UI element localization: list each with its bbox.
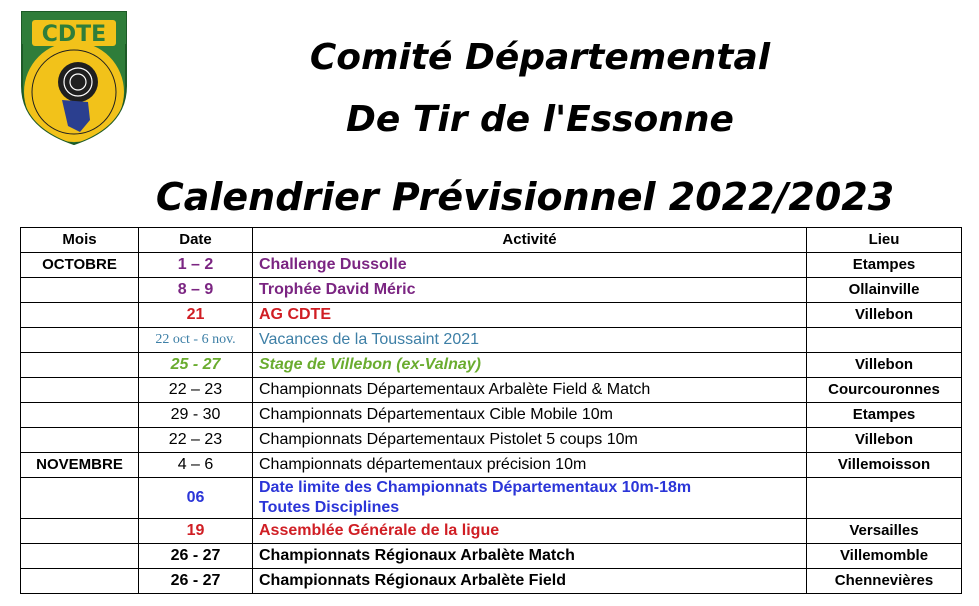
cell-lieu: Villemoisson (807, 453, 962, 478)
cell-lieu: Courcouronnes (807, 378, 962, 403)
title-line1: Comité Départemental (309, 37, 771, 78)
cell-mois (21, 478, 139, 519)
table-row (21, 519, 962, 544)
cell-activite: Trophée David Méric (253, 278, 807, 303)
header-activite: Activité (253, 228, 807, 253)
cell-activite: Assemblée Générale de la ligue (253, 519, 807, 544)
cell-activite: Championnats Départementaux Arbalète Field & Match (253, 378, 807, 403)
cell-date: 22 oct - 6 nov. (139, 328, 253, 353)
cell-mois (21, 544, 139, 569)
cell-activite: Championnats départementaux précision 10m (253, 453, 807, 478)
table-row (21, 569, 962, 594)
table-row (21, 378, 962, 403)
cell-mois (21, 519, 139, 544)
cell-activite: Challenge Dussolle (253, 253, 807, 278)
table-row (21, 253, 962, 278)
table-row (21, 428, 962, 453)
table-row (21, 544, 962, 569)
table-row (21, 403, 962, 428)
cell-mois (21, 303, 139, 328)
table-row (21, 278, 962, 303)
calendar-title: Calendrier Prévisionnel 2022/2023 (155, 175, 895, 219)
cell-mois (21, 403, 139, 428)
cell-date: 25 - 27 (139, 353, 253, 378)
cell-lieu: Villebon (807, 303, 962, 328)
cell-activite: Championnats Départementaux Pistolet 5 coups 10m (253, 428, 807, 453)
cell-activite (253, 478, 807, 519)
cell-mois: OCTOBRE (21, 253, 139, 278)
cell-date: 26 - 27 (139, 544, 253, 569)
cell-mois (21, 378, 139, 403)
title-line2: De Tir de l'Essonne (346, 99, 734, 140)
header-lieu: Lieu (807, 228, 962, 253)
cell-mois (21, 353, 139, 378)
cell-activite: AG CDTE (253, 303, 807, 328)
table-header-row (21, 228, 962, 253)
cell-activite-line1: Date limite des Championnats Départementaux 10m-18m (259, 479, 692, 496)
cell-lieu: Etampes (807, 253, 962, 278)
cell-date: 22 – 23 (139, 378, 253, 403)
cell-activite-line2: Toutes Disciplines (259, 499, 400, 516)
cell-mois (21, 278, 139, 303)
cell-mois: NOVEMBRE (21, 453, 139, 478)
cell-date: 8 – 9 (139, 278, 253, 303)
cell-activite: Championnats Départementaux Cible Mobile 10m (253, 403, 807, 428)
cell-mois (21, 569, 139, 594)
cell-date: 1 – 2 (139, 253, 253, 278)
cell-mois (21, 428, 139, 453)
cell-activite: Stage de Villebon (ex-Valnay) (253, 353, 807, 378)
header-mois: Mois (21, 228, 139, 253)
cell-lieu: Versailles (807, 519, 962, 544)
cell-activite: Championnats Régionaux Arbalète Match (253, 544, 807, 569)
cell-lieu (807, 478, 962, 519)
table-row (21, 453, 962, 478)
cell-date: 19 (139, 519, 253, 544)
cell-lieu: Villebon (807, 428, 962, 453)
cell-activite: Championnats Régionaux Arbalète Field (253, 569, 807, 594)
table-row (21, 303, 962, 328)
logo-text: CDTE (41, 22, 107, 47)
cell-date: 21 (139, 303, 253, 328)
cell-date: 22 – 23 (139, 428, 253, 453)
cell-lieu: Ollainville (807, 278, 962, 303)
table-row (21, 353, 962, 378)
cell-date: 26 - 27 (139, 569, 253, 594)
cell-activite: Vacances de la Toussaint 2021 (253, 328, 807, 353)
cell-lieu (807, 328, 962, 353)
cell-date: 06 (139, 478, 253, 519)
header-date: Date (139, 228, 253, 253)
table-row (21, 478, 962, 519)
cell-lieu: Chennevières (807, 569, 962, 594)
cell-lieu: Villemomble (807, 544, 962, 569)
cell-lieu: Villebon (807, 353, 962, 378)
cell-date: 4 – 6 (139, 453, 253, 478)
table-row (21, 328, 962, 353)
cell-mois (21, 328, 139, 353)
cdte-logo (18, 8, 130, 148)
cell-lieu: Etampes (807, 403, 962, 428)
cell-date: 29 - 30 (139, 403, 253, 428)
calendar-table (20, 227, 962, 594)
